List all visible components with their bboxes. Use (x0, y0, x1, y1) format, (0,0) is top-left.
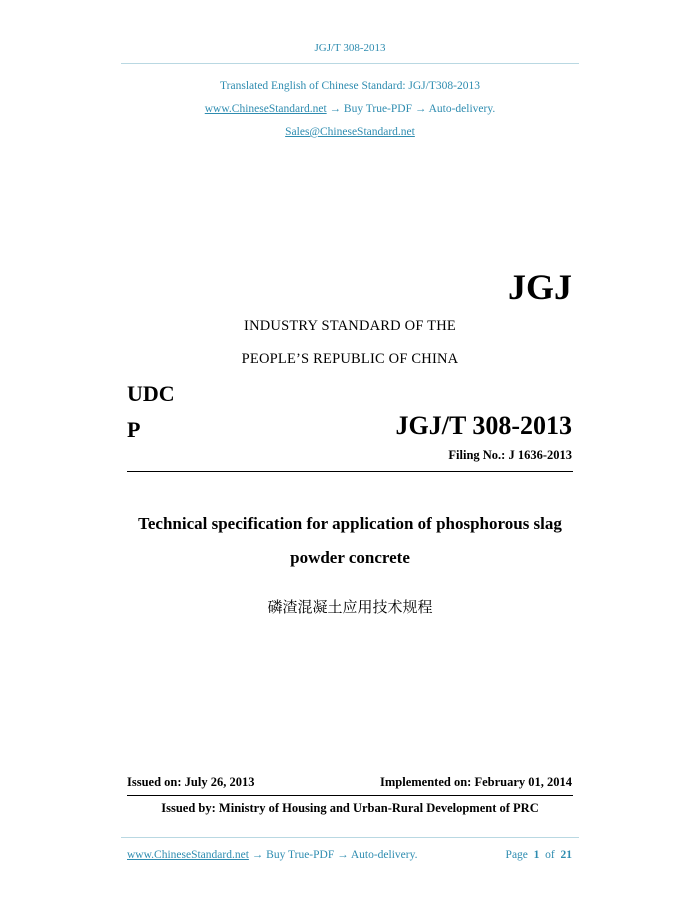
footer-purchase-text: → Buy True-PDF → Auto-delivery. (248, 849, 418, 861)
purchase-line (0, 103, 700, 115)
standard-code: JGJ/T 308-2013 (395, 411, 572, 440)
org-line-1: INDUSTRY STANDARD OF THE (244, 318, 456, 334)
chinese-title: 磷渣混凝土应用技术规程 (267, 598, 433, 616)
page-indicator (506, 849, 572, 861)
title-line-1: Technical specification for application of phosphorous slag (138, 514, 562, 533)
page-total: 21 (560, 849, 572, 861)
issued-by: Issued by: Ministry of Housing and Urban-Rural Development of PRC (161, 801, 539, 815)
p-label: P (127, 417, 141, 442)
footer-purchase-line (127, 849, 417, 861)
header-divider (121, 63, 579, 64)
running-header: JGJ/T 308-2013 (314, 42, 386, 54)
email-line (0, 126, 700, 138)
implemented-date: Implemented on: February 01, 2014 (380, 775, 572, 789)
translation-notice: Translated English of Chinese Standard: JGJ/T308-2013 (220, 80, 480, 92)
cover-rule (127, 471, 573, 472)
page-of: of (545, 849, 555, 861)
title-line-2: powder concrete (290, 548, 410, 567)
footer-divider (121, 837, 579, 838)
page-label: Page (505, 849, 528, 861)
udc-label: UDC (127, 381, 175, 406)
standard-logo: JGJ (507, 267, 572, 307)
footer-site-link[interactable]: www.ChineseStandard.net (127, 849, 249, 861)
filing-number: Filing No.: J 1636-2013 (448, 448, 572, 462)
org-line-2: PEOPLE’S REPUBLIC OF CHINA (241, 351, 459, 367)
issuer-rule (127, 795, 573, 796)
site-link[interactable]: www.ChineseStandard.net (204, 103, 327, 115)
purchase-text: → Buy True-PDF → Auto-delivery. (326, 103, 496, 115)
issued-date: Issued on: July 26, 2013 (127, 775, 255, 789)
email-link[interactable]: Sales@ChineseStandard.net (285, 126, 415, 138)
page-current: 1 (533, 849, 540, 861)
